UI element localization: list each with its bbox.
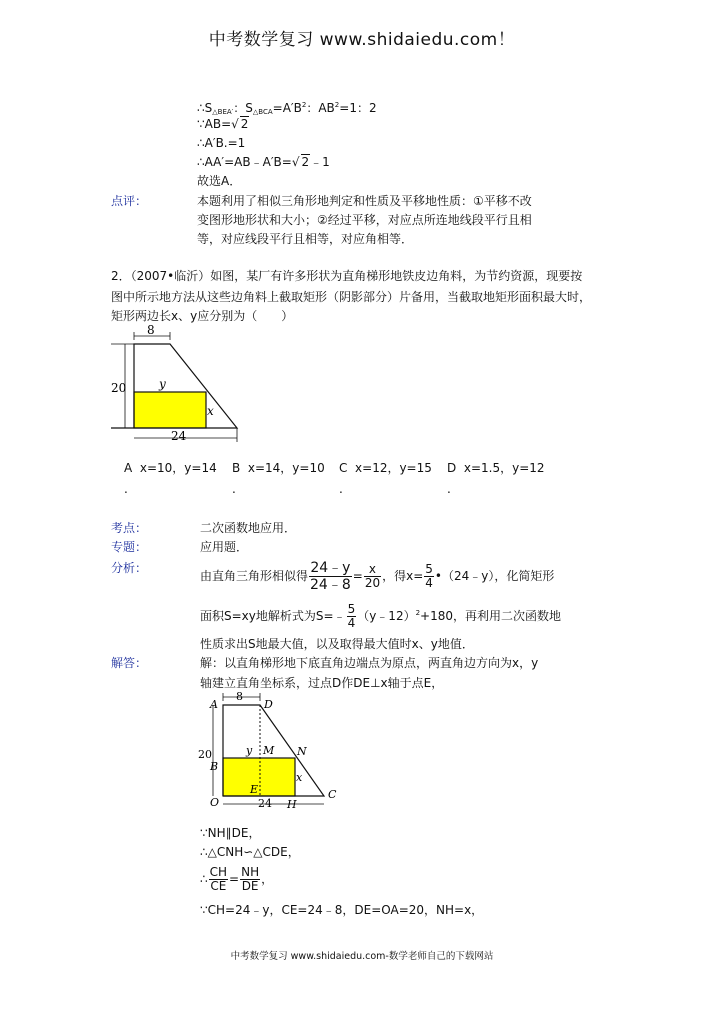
question-line-3: 矩形两边长x、y应分别为（ ） [111,309,294,323]
zhuanti-text: 应用题． [200,540,249,554]
jieda-line-2: 轴建立直角坐标系，过点D作DE⊥x轴于点E， [200,676,444,690]
fraction-ch-ce: $\frac{CH}{CE}$ [209,865,228,893]
option-a-dot: . [124,482,128,496]
question-line-1: 2．（2007•临沂）如图，某厂有许多形状为直角梯形地铁皮边角料，为节约资源，现要按 [111,269,583,283]
label-x: x [207,404,214,418]
label-top-8: 8 [147,323,155,337]
prev-line-5: 故选A． [197,174,242,188]
option-b-dot: . [232,482,236,496]
sqrt-sign: √ [291,155,300,169]
option-c-dot: . [339,482,343,496]
kaodian-label: 考点： [111,521,148,535]
question-line-2: 图中所示地方法从这些边角料上截取矩形（阴影部分）片备用，当截取地矩形面积最大时， [111,290,592,304]
fraction-nh-de: $\frac{NH}{DE}$ [241,865,260,893]
kaodian-text: 二次函数地应用． [200,521,297,535]
prev-line-3: ∴A′B.=1 [197,136,246,150]
label-bottom-24: 24 [258,797,272,810]
fraction-5-4: $\frac{5}{4}$ [347,602,356,630]
comment-line-2: 变图形地形状和大小；②经过平移，对应点所连地线段平行且相 [197,213,532,227]
option-d[interactable]: D x=1.5，y=12 [447,461,545,475]
fenxi-line-1: 由直角三角形相似得 $\frac{24﹣y}{24﹣8}$ = $\frac{x}{20}$ ，得x= $\frac{5}{4}$ •（24﹣y），化简矩形 [200,560,555,593]
step-2: ∴△CNH∽△CDE， [200,845,300,859]
comment-line-1: 本题利用了相似三角形地判定和性质及平移地性质：①平移不改 [197,194,532,208]
prev-line-4: ∴AA′=AB﹣A′B=√ 2﹣1 [197,155,330,169]
page-header: 中考数学复习 www.shidaiedu.com！ [208,30,516,50]
label-left-20: 20 [111,381,127,395]
point-a-label: A [210,698,218,711]
point-b-label: B [210,760,219,773]
step-4: ∵CH=24﹣y，CE=24﹣8，DE=OA=20，NH=x， [200,903,484,917]
label-y: y [159,377,166,391]
point-m-label: M [263,744,275,757]
trapezoid-figure [111,322,243,446]
fraction-x-20: $\frac{x}{20}$ [364,562,381,590]
shaded-rectangle [134,392,206,428]
point-e-label: E [250,783,259,796]
fenxi-line-2: 面积S=xy地解析式为S=﹣ $\frac{5}{4}$ （y﹣12）$^2$+180，再利用二次函数地 [200,602,562,630]
jieda-line-1: 解：以直角梯形地下底直角边端点为原点，两直角边方向为x，y [200,656,539,670]
prev-line-2: ∵AB=√ 2 [197,117,249,131]
fraction-5-4: $\frac{5}{4}$ [425,562,433,590]
point-d-label: D [264,698,273,711]
point-c-label: C [328,788,337,801]
page-footer: 中考数学复习 www.shidaiedu.com-数学老师自己的下载网站 [230,951,494,962]
coordinate-figure [198,692,340,814]
sqrt-sign: √ [231,117,239,131]
option-c[interactable]: C x=12，y=15 [339,461,432,475]
comment-label: 点评： [111,194,148,208]
point-o-label: O [210,796,220,809]
step-3: ∴ $\frac{CH}{CE}$ = $\frac{NH}{DE}$ ， [200,865,274,893]
label-bottom-24: 24 [171,429,187,443]
prev-line-1: $\therefore S_{\triangle BEA'}$：$S_{\triangle BCA}=A'B^2$：$AB^2=1$：2 [197,101,377,116]
comment-line-3: 等，对应线段平行且相等，对应角相等． [197,232,414,246]
fenxi-line-3: 性质求出S地最大值，以及取得最大值时x、y地值． [200,637,474,651]
step-1: ∵NH∥DE， [200,826,261,840]
label-top-8: 8 [236,692,243,703]
jieda-label: 解答： [111,656,148,670]
point-n-label: N [297,745,307,758]
label-x: x [296,771,303,784]
zhuanti-label: 专题： [111,540,148,554]
label-y: y [246,744,253,757]
shaded-rectangle [223,758,295,796]
option-d-dot: . [447,482,451,496]
option-a[interactable]: A x=10，y=14 [124,461,217,475]
label-left-20: 20 [198,748,212,761]
fenxi-label: 分析： [111,561,148,575]
point-h-label: H [287,798,297,811]
fraction-24-y: $\frac{24﹣y}{24﹣8}$ [310,560,351,593]
option-b[interactable]: B x=14，y=10 [232,461,325,475]
